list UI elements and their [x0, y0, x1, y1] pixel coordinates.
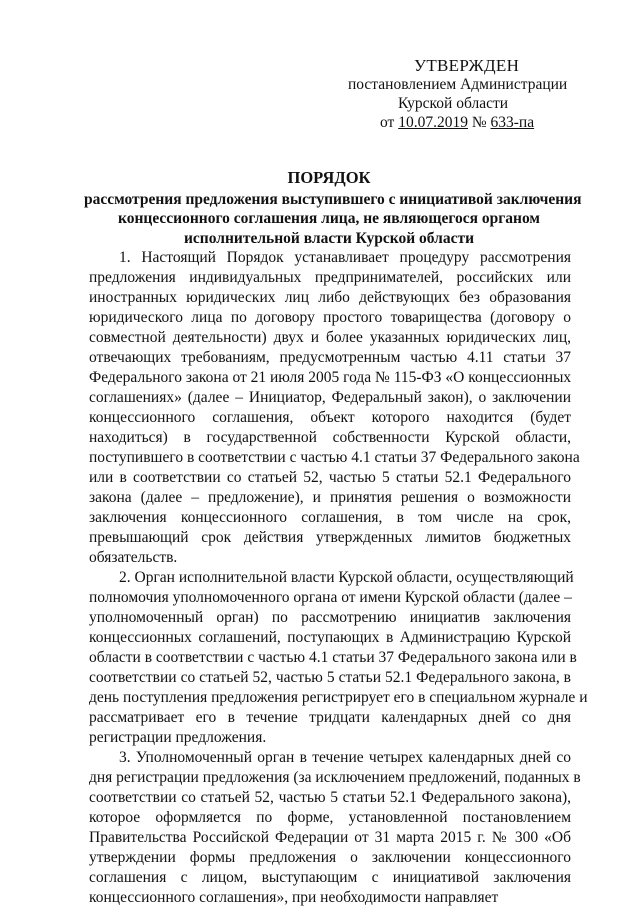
approval-line-region: Курской области [398, 95, 509, 112]
body-text-line: регистрации предложения. [89, 729, 267, 746]
body-text-line: 3. Уполномоченный орган в течение четырех календарных дней со [119, 749, 571, 766]
body-text-line: поступившего в соответствии с частью 4.1 статьи 37 Федерального закона [89, 449, 580, 466]
heading-line: исполнительной власти Курской области [184, 229, 474, 247]
number-prefix: № [471, 114, 487, 131]
body-text-line: концессионных соглашений, поступающих в Администрацию Курской [89, 629, 571, 646]
body-text-line: области в соответствии с частью 4.1 статьи 37 Федерального закона или в [89, 649, 577, 666]
body-text-line: дня регистрации предложения (за исключением предложений, поданных в [89, 769, 581, 786]
body-text-line: 2. Орган исполнительной власти Курской области, осуществляющий [119, 569, 574, 586]
approval-date-line [340, 113, 570, 132]
body-text-line: день поступления предложения регистрирует его в специальном журнале и [89, 689, 588, 706]
approval-number: 633-па [490, 114, 535, 131]
body-text-line: концессионного соглашения», при необходимости направляет [89, 889, 499, 906]
document-body [89, 248, 588, 908]
body-text-line: Федерального закона от 21 июля 2005 года № 115-ФЗ «О концессионных [89, 369, 572, 386]
body-text-line: находиться) в государственной собственности Курской области, [89, 429, 571, 446]
body-text-line: заключения концессионного соглашения, в том числе на срок, [89, 509, 571, 526]
body-text-line: уполномоченный орган) по рассмотрению инициатив заключения [89, 609, 571, 626]
body-text-line: юридического лица по договору простого товарищества (договору о [89, 309, 571, 326]
body-text-line: соответствии со статьей 52, частью 5 статьи 52.1 Федерального закона), [89, 789, 571, 806]
body-text-line: соглашениях» (далее – Инициатор, Федеральный закон), о заключении [89, 389, 571, 406]
body-text-line: концессионного соглашения, объект которого находится (будет [89, 409, 571, 426]
heading-line: концессионного соглашения лица, не являющегося органом [118, 210, 540, 227]
heading-line: рассмотрения предложения выступившего с инициативой заключения [84, 190, 582, 208]
body-text-line: утверждении формы предложения о заключении концессионного [89, 849, 571, 866]
approval-date: 10.07.2019 [398, 114, 468, 131]
body-text-line: обязательств. [89, 549, 178, 566]
body-text-line: иностранных юридических лиц либо действующих без образования [89, 289, 571, 306]
approval-stamp [340, 56, 570, 132]
body-text-line: или в соответствии со статьей 52, частью 5 статьи 52.1 Федерального [89, 469, 571, 486]
body-text-line: 1. Настоящий Порядок устанавливает процедуру рассмотрения [119, 249, 571, 266]
approval-line-decree: постановлением Администрации [348, 76, 568, 93]
body-text-line: превышающий срок действия утвержденных лимитов бюджетных [89, 529, 571, 546]
body-text-line: соглашения с лицом, выступающим с инициативой заключения [89, 869, 571, 886]
body-text-line: предложения индивидуальных предпринимателей, российских или [89, 269, 571, 286]
body-text-line: которое оформляется по форме, установленной постановлением [89, 809, 571, 826]
body-text-line: Правительства Российской Федерации от 31 марта 2015 г. № 300 «Об [89, 829, 571, 846]
approval-title: УТВЕРЖДЕН [414, 56, 520, 75]
body-text-line: соответствии со статьей 52, частью 5 статьи 52.1 Федерального закона, в [89, 669, 571, 686]
document-heading [84, 168, 582, 248]
body-text-line: рассматривает его в течение тридцати календарных дней со дня [89, 709, 571, 726]
body-text-line: закона (далее – предложение), и принятия решения о возможности [89, 489, 571, 506]
body-text-line: совместной деятельности) двух и более указанных юридических лиц, [89, 329, 571, 346]
body-text-line: полномочия уполномоченного органа от имени Курской области (далее – [89, 589, 572, 606]
document-title: ПОРЯДОК [287, 168, 371, 187]
date-prefix: от [380, 114, 395, 131]
body-text-line: отвечающих требованиям, предусмотренным частью 4.11 статьи 37 [89, 349, 571, 366]
